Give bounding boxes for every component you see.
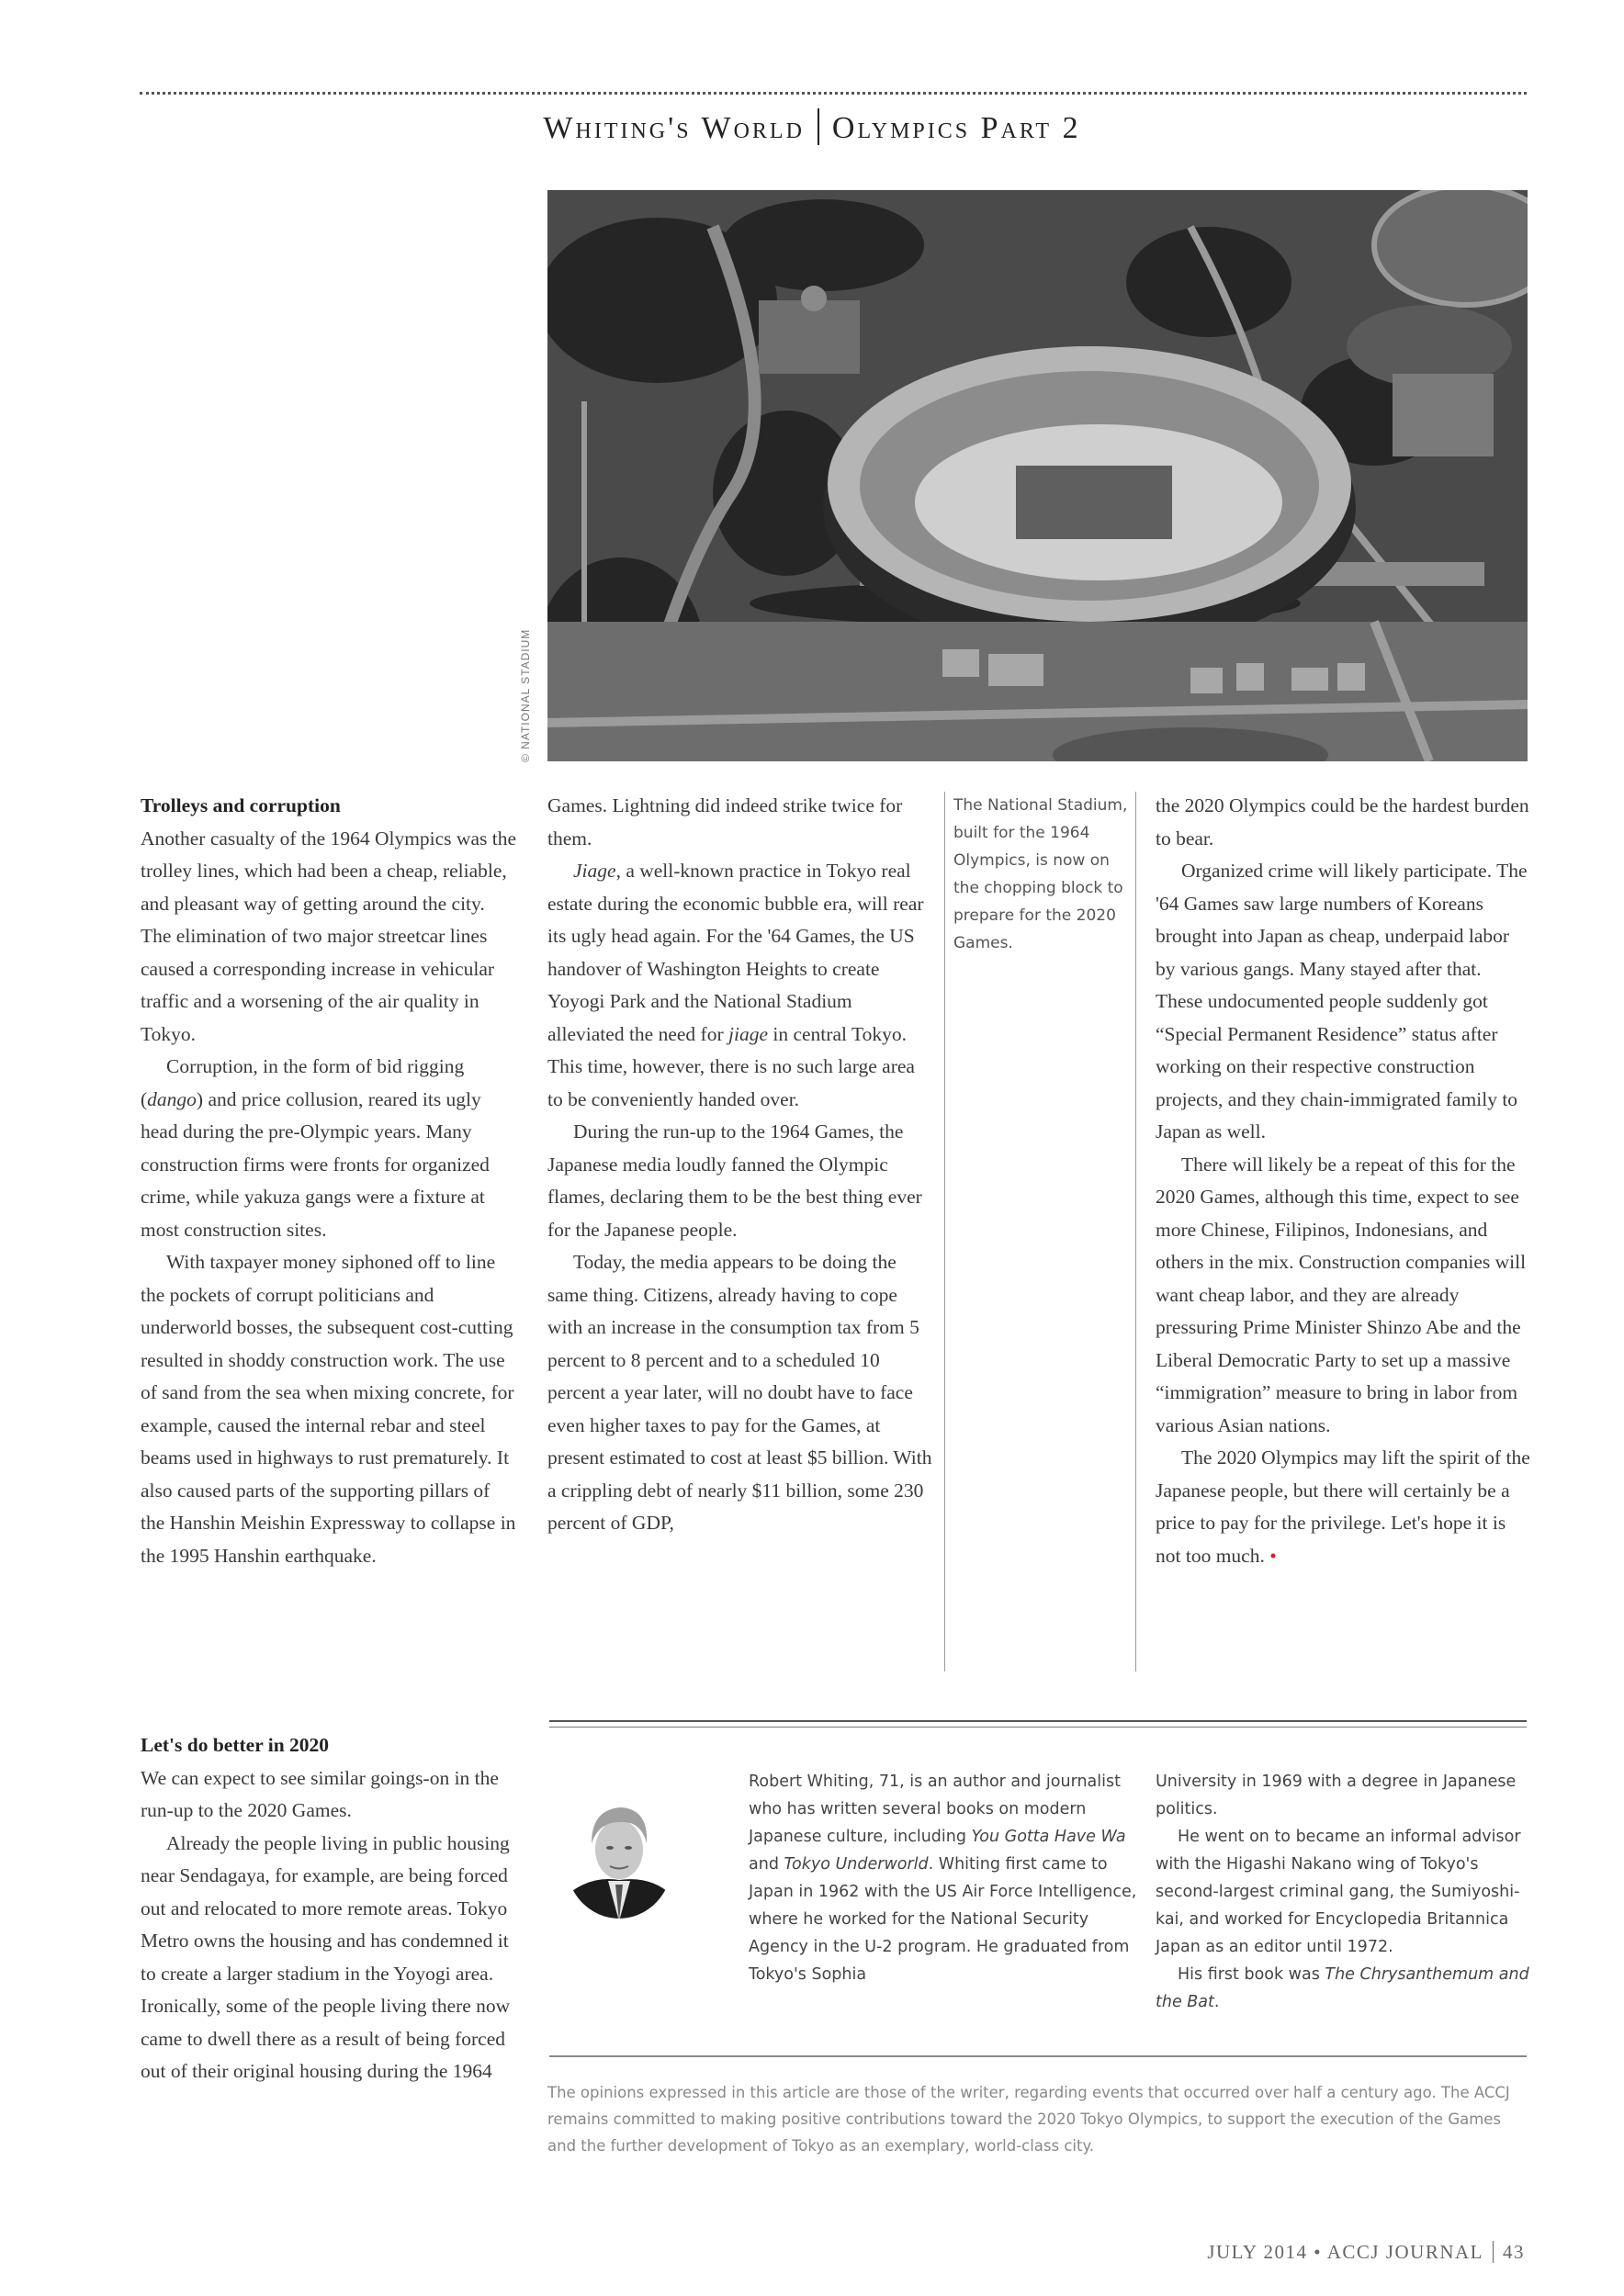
italic-term: Jiage [573,860,616,882]
paragraph: the 2020 Olympics could be the hardest burden to bear. [1156,794,1529,850]
page-footer [1207,2241,1525,2264]
paragraph: Another casualty of the 1964 Olympics was the trolley lines, which had been a cheap, reliable, and pleasant way of getting around the city. The elimination of two major streetcar lines caused a corresponding increase in vehicular traffic and a worsening of the air quality in Tokyo. [141,827,517,1045]
portrait-illustration [564,1793,674,1921]
text-run: The 2020 Olympics may lift the spirit of the Japanese people, but there will certainly be a price to pay for the privilege. Let's hope it is not too much. [1156,1446,1530,1567]
footer-bullet: • [1314,2241,1323,2263]
paragraph: During the run-up to the 1964 Games, the Japanese media loudly fanned the Olympic flames, declaring them to be the best thing ever for the Japanese people. [547,1120,922,1241]
paragraph: Today, the media appears to be doing the same thing. Citizens, already having to cope with an increase in the consumption tax from 5 percent to 8 percent and to a scheduled 10 percent a year later, will no doubt have to face even higher taxes to pay for the Games, at present estimated to cost at least $5 billion. With a crippling debt of nearly $11 billion, some 230 percent of GDP, [547,1251,932,1534]
text-run: . [1213,1993,1220,2011]
article-column-2 [547,790,933,1540]
header-divider [818,108,819,145]
paragraph: With taxpayer money siphoned off to line the pockets of corrupt politicians and underworld bosses, the subsequent cost-cutting resulted in shoddy construction work. The use of sand from the sea when mixing concrete, for example, caused the internal rebar and steel beams used in highways to rust prematurely. It also caused parts of the supporting pillars of the Hanshin Meishin Expressway to collapse in the 1995 Hanshin earthquake. [141,1251,516,1567]
author-portrait [564,1793,674,1921]
text-run: ) and price collusion, reared its ugly head during the pre-Olympic years. Many construction firms were fronts for organized crime, while yakuza gangs were a fixture at most construction sites. [141,1087,490,1241]
article-column-1-lower [141,1729,517,2088]
page-number: 43 [1503,2241,1525,2263]
paragraph: Games. Lightning did indeed strike twice for them. [547,794,903,850]
caption-divider-right [1135,792,1136,1671]
photo-caption: The National Stadium, built for the 1964 Olympics, is now on the chopping block to prepare for the 2020 Games. [953,796,1128,952]
end-mark: • [1269,1544,1277,1567]
stadium-aerial-photo [547,190,1528,761]
text-run: , a well-known practice in Tokyo real estate during the economic bubble era, will rear its ugly head again. For the '64 Games, the US handover of Washington Heights to create Yoyogi Park and the National Stadium alleviated the need for [547,860,924,1045]
paragraph [141,1051,517,1246]
paragraph [1156,1442,1532,1572]
bio-paragraph: He went on to became an informal advisor with the Higashi Nakano wing of Tokyo's second-largest criminal gang, the Sumiyoshi-kai, and worked for Encyclopedia Britannica Japan as an editor until 1972. [1156,1828,1521,1956]
author-bio-column-1 [749,1768,1144,1988]
text-run: and [749,1855,784,1874]
header-dotted-rule [140,92,1527,95]
text-run: Robert Whiting, 71, is an author and journalist who has written several books on modern Japanese culture, including [749,1773,1121,1846]
author-bio-column-2 [1156,1768,1532,2016]
bio-paragraph [1156,1961,1532,2016]
paragraph: Already the people living in public housing near Sendagaya, for example, are being forced out and relocated to more remote areas. Tokyo Metro owns the housing and has condemned it to create a larger stadium in the Yoyogi area. Ironically, some of the people living there now came to dwell there as a result of being forced out of their original housing during the 1964 [141,1831,511,2082]
paragraph: Organized crime will likely participate. The '64 Games saw large numbers of Koreans brought into Japan as cheap, underpaid labor by various gangs. Many stayed after that. These undocumented people suddenly got “Special Permanent Residence” status after working on their respective construction projects, and they chain-immigrated family to Japan as well. [1156,860,1528,1142]
bio-double-rule [549,1720,1527,1728]
section-name: Whiting's World [543,111,805,145]
disclaimer-rule [549,2055,1527,2057]
article-column-4 [1156,790,1532,1572]
paragraph [547,855,933,1116]
caption-divider-left [944,792,945,1671]
bio-paragraph-continued: University in 1969 with a degree in Japanese politics. [1156,1773,1517,1818]
italic-term: jiage [728,1022,768,1045]
article-title: Olympics Part 2 [831,111,1081,145]
text-run: . Whiting first came to Japan in 1962 with the US Air Force Intelligence, where he worked for the National Security Agency in the U-2 program. He graduated from Tokyo's Sophia [749,1855,1137,1984]
footer-divider [1493,2241,1494,2263]
book-title: Tokyo Underworld [784,1855,929,1874]
photo-credit: © NATIONAL STADIUM [519,628,532,762]
disclaimer: The opinions expressed in this article are those of the writer, regarding events that occurred over half a century ago. The ACCJ remains committed to making positive contributions toward the 2020 Tokyo Olympics, to support the execution of the Games and the further development of Tokyo as an exemplary, world-class city. [547,2084,1510,2155]
text-run: Corruption, in the form of bid rigging ( [141,1055,465,1110]
paragraph: We can expect to see similar goings-on in the run-up to the 2020 Games. [141,1766,499,1821]
running-header [0,108,1624,146]
text-run: in central Tokyo. This time, however, there is no such large area to be conveniently handed over. [547,1022,915,1110]
bio-paragraph [749,1768,1144,1988]
text-run: His first book was [1178,1965,1325,1984]
section-heading-trolleys: Trolleys and corruption [141,794,341,816]
publication-name: ACCJ JOURNAL [1326,2241,1483,2263]
stadium-illustration [547,190,1528,761]
article-column-1 [141,790,517,1572]
issue-date: JULY 2014 [1207,2241,1308,2263]
book-title: You Gotta Have Wa [971,1828,1126,1846]
section-heading-2020: Let's do better in 2020 [141,1734,330,1756]
italic-term: dango [147,1087,197,1110]
paragraph: There will likely be a repeat of this for the 2020 Games, although this time, expect to see more Chinese, Filipinos, Indonesians, and others in the mix. Construction companies will want cheap labor, and they are already pressuring Prime Minister Shinzo Abe and the Liberal Democratic Party to set up a massive “immigration” measure to bring in labor from various Asian nations. [1156,1153,1527,1436]
book-title: The Chrysanthemum and the Bat [1156,1965,1529,2011]
